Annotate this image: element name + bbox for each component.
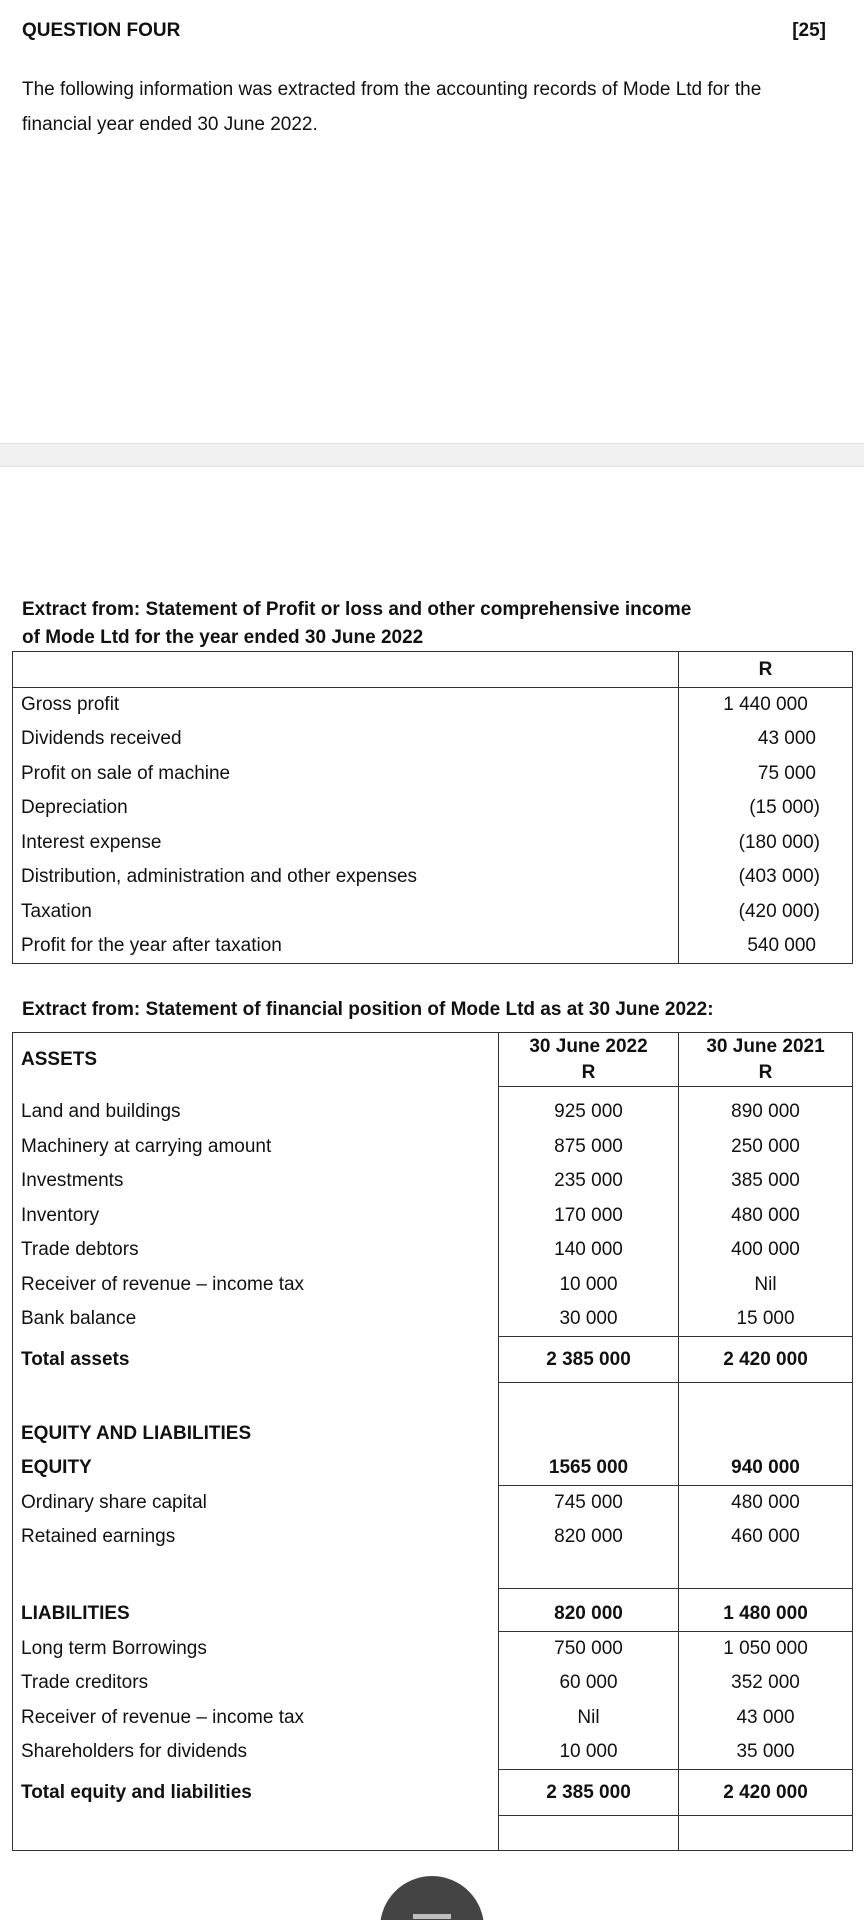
value-2021: 35 000 — [679, 1735, 853, 1770]
value-2022: 1565 000 — [499, 1451, 679, 1486]
question-header — [22, 20, 826, 46]
row-label: Machinery at carrying amount — [21, 1135, 272, 1157]
table-row — [13, 757, 853, 792]
question-marks: [25] — [792, 20, 826, 41]
row-label: Retained earnings — [21, 1526, 176, 1548]
row-label: Profit for the year after taxation — [21, 935, 282, 956]
table-row — [13, 1268, 853, 1303]
col-2021-currency: R — [758, 1061, 773, 1083]
value-2021: 890 000 — [679, 1087, 853, 1130]
row-label: Distribution, administration and other expenses — [21, 866, 418, 888]
income-statement-caption — [22, 596, 691, 652]
currency-header: R — [679, 652, 853, 688]
value-2022: 235 000 — [499, 1164, 679, 1199]
value-2021: 1 480 000 — [679, 1589, 853, 1632]
header-blank — [13, 652, 679, 688]
row-label: Total assets — [21, 1348, 130, 1370]
spacer-row — [13, 1816, 853, 1851]
col-2021-date: 30 June 2021 — [706, 1035, 825, 1057]
value-2021: 15 000 — [679, 1302, 853, 1337]
total-assets-row — [13, 1337, 853, 1383]
financial-position-caption: Extract from: Statement of financial position of Mode Ltd as at 30 June 2022: — [22, 999, 714, 1020]
row-label: Receiver of revenue – income tax — [21, 1706, 305, 1728]
row-label: Long term Borrowings — [21, 1637, 207, 1659]
table-header-row — [13, 1033, 853, 1087]
value-2021: Nil — [679, 1268, 853, 1303]
income-caption-line-2: of Mode Ltd for the year ended 30 June 2022 — [22, 627, 424, 648]
table-row — [13, 1666, 853, 1701]
col-2022-date: 30 June 2022 — [529, 1035, 648, 1057]
value-2022: 30 000 — [499, 1302, 679, 1337]
row-label: Trade debtors — [21, 1239, 139, 1261]
income-statement-table — [12, 651, 853, 964]
intro-text: The following information was extracted from the accounting records of Mode Ltd for the financial year ended 30 June 2022. — [22, 79, 762, 135]
row-label: Shareholders for dividends — [21, 1741, 248, 1763]
table-row — [13, 1520, 853, 1555]
value-2022: 60 000 — [499, 1666, 679, 1701]
row-label: Ordinary share capital — [21, 1491, 207, 1513]
total-equity-liabilities-row — [13, 1770, 853, 1816]
row-value: (180 000) — [679, 826, 853, 861]
row-label: LIABILITIES — [21, 1603, 130, 1624]
row-value: 1 440 000 — [679, 688, 853, 723]
row-label: Total equity and liabilities — [21, 1781, 252, 1803]
table-row — [13, 791, 853, 826]
value-2021: 460 000 — [679, 1520, 853, 1555]
equity-liabilities-heading: EQUITY AND LIABILITIES — [21, 1422, 252, 1444]
row-label: Gross profit — [21, 694, 120, 715]
row-label: Receiver of revenue – income tax — [21, 1273, 305, 1295]
row-label: Trade creditors — [21, 1672, 149, 1694]
col-2022-header — [499, 1033, 679, 1087]
table-row — [13, 860, 853, 895]
value-2021: 480 000 — [679, 1486, 853, 1521]
table-row — [13, 1735, 853, 1770]
value-2022: 2 385 000 — [499, 1770, 679, 1816]
value-2021: 940 000 — [679, 1451, 853, 1486]
value-2021: 480 000 — [679, 1199, 853, 1234]
col-2021-header — [679, 1033, 853, 1087]
value-2021: 43 000 — [679, 1701, 853, 1736]
spacer-row — [13, 1383, 853, 1417]
row-value: 540 000 — [679, 929, 853, 964]
value-2021: 2 420 000 — [679, 1337, 853, 1383]
value-2022: 170 000 — [499, 1199, 679, 1234]
row-label: Dividends received — [21, 728, 182, 750]
value-2022: 750 000 — [499, 1632, 679, 1667]
income-caption-line-1: Extract from: Statement of Profit or loss and other comprehensive income — [22, 599, 692, 620]
section-heading-row — [13, 1417, 853, 1452]
equity-row — [13, 1451, 853, 1486]
table-row — [13, 722, 853, 757]
row-label: Interest expense — [21, 831, 162, 853]
table-row — [13, 688, 853, 723]
table-row — [13, 895, 853, 930]
table-row — [13, 1486, 853, 1521]
value-2021: 250 000 — [679, 1130, 853, 1165]
value-2022: 820 000 — [499, 1520, 679, 1555]
floating-action-button[interactable] — [380, 1876, 484, 1920]
value-2022: 745 000 — [499, 1486, 679, 1521]
row-label: Investments — [21, 1170, 124, 1192]
row-label: Bank balance — [21, 1308, 137, 1330]
liabilities-row — [13, 1589, 853, 1632]
row-label: Profit on sale of machine — [21, 762, 231, 784]
table-row — [13, 1087, 853, 1130]
minimize-icon — [413, 1914, 451, 1919]
financial-position-table — [12, 1032, 853, 1851]
row-label: Inventory — [21, 1204, 100, 1226]
table-row — [13, 1164, 853, 1199]
row-value: (15 000) — [679, 791, 853, 826]
row-label: EQUITY — [21, 1457, 92, 1479]
value-2021: 352 000 — [679, 1666, 853, 1701]
value-2022: 2 385 000 — [499, 1337, 679, 1383]
value-2022: 875 000 — [499, 1130, 679, 1165]
table-row — [13, 1233, 853, 1268]
row-value: 43 000 — [679, 722, 853, 757]
table-header-row — [13, 652, 853, 688]
value-2021: 400 000 — [679, 1233, 853, 1268]
value-2022: 10 000 — [499, 1735, 679, 1770]
table-row — [13, 826, 853, 861]
spacer-row — [13, 1555, 853, 1589]
value-2022: 10 000 — [499, 1268, 679, 1303]
row-value: (420 000) — [679, 895, 853, 930]
table-row — [13, 1302, 853, 1337]
question-title: QUESTION FOUR — [22, 20, 181, 41]
value-2022: 820 000 — [499, 1589, 679, 1632]
divider-band — [0, 443, 864, 467]
assets-heading: ASSETS — [21, 1048, 98, 1070]
value-2021: 385 000 — [679, 1164, 853, 1199]
row-value: 75 000 — [679, 757, 853, 792]
table-row — [13, 929, 853, 964]
table-row — [13, 1130, 853, 1165]
value-2022: Nil — [499, 1701, 679, 1736]
table-row — [13, 1632, 853, 1667]
col-2022-currency: R — [581, 1061, 596, 1083]
value-2021: 1 050 000 — [679, 1632, 853, 1667]
table-row — [13, 1701, 853, 1736]
value-2022: 925 000 — [499, 1087, 679, 1130]
row-value: (403 000) — [679, 860, 853, 895]
value-2022: 140 000 — [499, 1233, 679, 1268]
value-2021: 2 420 000 — [679, 1770, 853, 1816]
row-label: Depreciation — [21, 797, 128, 819]
table-row — [13, 1199, 853, 1234]
row-label: Taxation — [21, 900, 92, 922]
row-label: Land and buildings — [21, 1101, 181, 1122]
